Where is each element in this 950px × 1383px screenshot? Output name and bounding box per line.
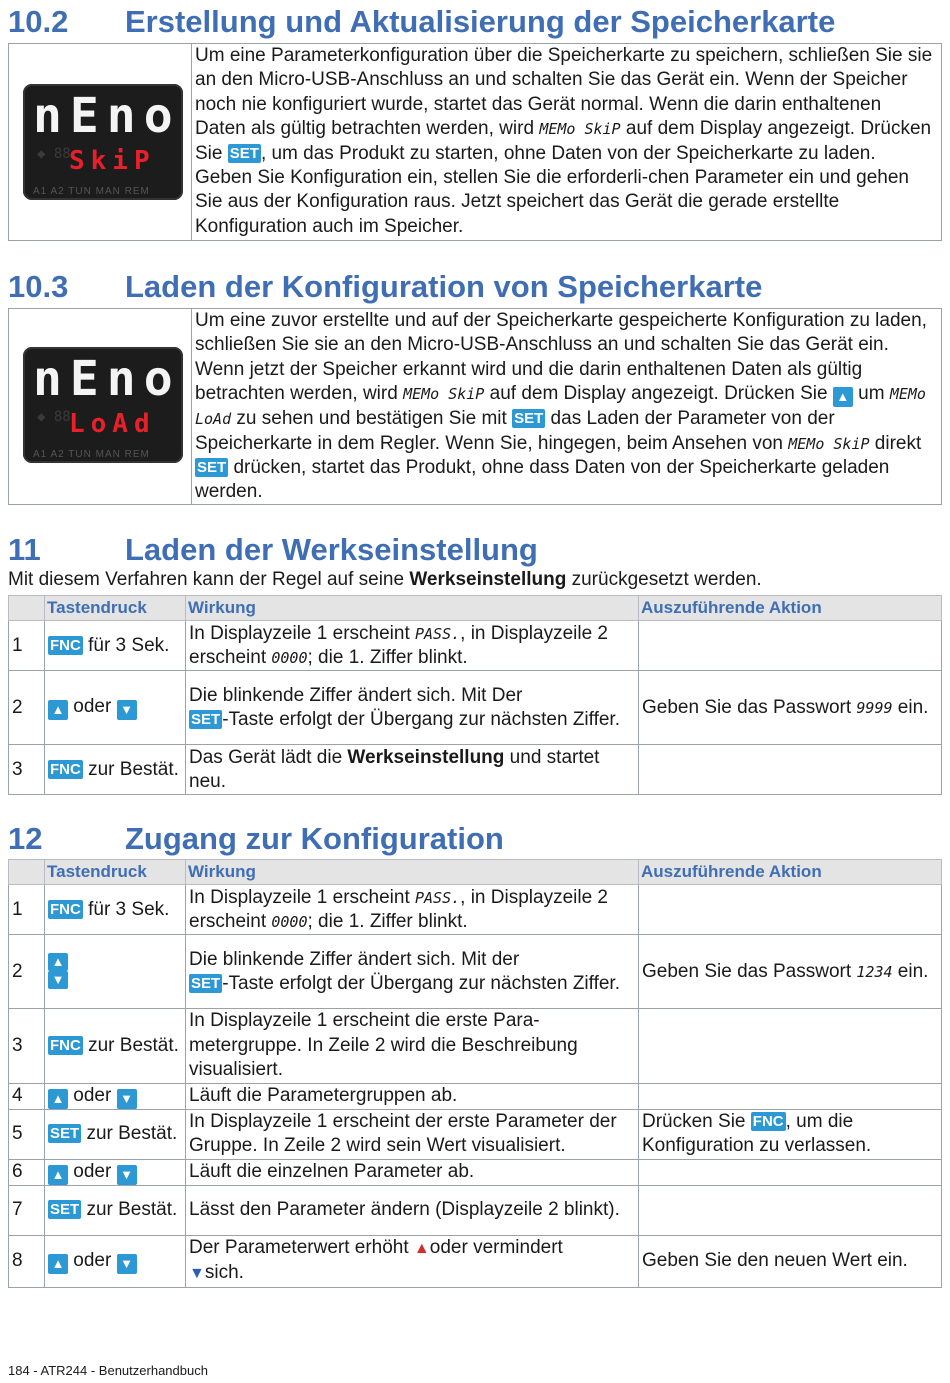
row-number: 7 [9,1185,45,1235]
section-number: 10.2 [8,4,69,39]
set-key-icon: SET [50,1124,80,1142]
text: oder vermindert [429,1236,563,1258]
up-down-arrows-icon [48,953,68,989]
key-cell [45,1185,186,1235]
section-title: Zugang zur Konfiguration [125,821,504,856]
table-row [9,1235,942,1287]
effect-cell [186,1235,639,1287]
set-key-icon: SET [197,459,227,477]
table-row [9,621,942,671]
fnc-key-icon: FNC [752,1112,784,1130]
row-number: 3 [9,745,45,795]
text: direkt [869,432,922,454]
segment-text: PASS. [415,888,461,907]
table-row [9,935,942,1009]
effect-cell: Läuft die Parametergruppen ab. [186,1083,639,1109]
section-title: Laden der Konfiguration von Speicherkarte [125,269,763,304]
section-number: 11 [8,532,41,567]
text: Um eine Parameterkonfiguration über die Speicherkarte zu speichern, schließen Sie sie an den Micro-USB-Anschluss an und schalten Sie das Gerät ein. Wenn der Speicher noch nie konfiguriert wurde, startet das Gerät normal. Wenn die darin enthaltenen Daten als gültig betrachten werden, wird [195,45,933,140]
key-cell [45,671,186,745]
text: Um eine zuvor erstellte und auf der Speicherkarte gespeicherte Konfiguration zu laden, schließen Sie sie an den Micro-USB-Anschluss an und schalten Sie das Gerät ein. Wenn jetzt der Speicher erkannt wird und die darin enthaltenen Daten als gültig betrachten werden, wird [195,310,927,405]
text: Geben Sie das Passwort [642,696,857,718]
key-cell [45,745,186,795]
segment-text: 0000 [271,648,308,667]
table-row [9,1109,942,1159]
set-key-icon: SET [191,710,221,728]
action-cell [639,745,942,795]
text: auf dem Display angezeigt. Drücken Sie [195,118,932,164]
set-key-icon: SET [50,1200,80,1218]
display-line-2: LoAd [69,409,156,439]
segment-text: 1234 [856,962,893,981]
effect-cell: Läuft die einzelnen Parameter ab. [186,1159,639,1185]
fnc-key-icon: FNC [50,1036,81,1054]
row-number: 6 [9,1159,45,1185]
display-line-2: SkiP [69,146,156,176]
display-labels: A1 A2 TUN MAN REM [33,186,150,197]
row-number: 5 [9,1109,45,1159]
text: In Displayzeile 1 erscheint [189,622,415,644]
action-cell [639,1083,942,1109]
heading-10-2 [8,4,835,40]
text: Das Gerät lädt die [189,746,348,768]
action-cell [639,621,942,671]
row-number: 3 [9,1009,45,1083]
text: , in Displayzeile 2 erscheint [189,886,608,932]
memo-skip-box [8,43,942,241]
text: für 3 Sek. [82,898,170,920]
table-header-row [9,860,942,885]
decrease-arrow-icon: ▼ [189,1265,205,1283]
key-cell [45,1109,186,1159]
display-image-cell [9,44,192,240]
text: ; die 1. Ziffer blinkt. [307,646,468,668]
segment-text: MEMo LoAd [195,385,926,429]
header-effect: Wirkung [186,596,639,621]
text: zurückgesetzt werden. [566,569,762,590]
header-effect: Wirkung [186,860,639,885]
set-key-icon: SET [514,410,544,428]
text: -Taste erfolgt der Übergang zur nächsten Ziffer. [222,972,620,994]
section-title: Erstellung und Aktualisierung der Speicherkarte [125,4,836,39]
row-number: 1 [9,621,45,671]
text: , um die Konfiguration zu verlassen. [642,1110,872,1157]
table-row [9,885,942,935]
table-row [9,671,942,745]
table-row [9,1159,942,1185]
row-number: 8 [9,1235,45,1287]
header-empty [9,860,45,885]
heading-10-3 [8,269,762,305]
text: zu sehen und bestätigen Sie mit [231,408,513,430]
memo-load-text [195,309,937,505]
table-row [9,745,942,795]
set-key-icon: SET [191,974,221,992]
table-header-row [9,596,942,621]
key-cell [45,935,186,1009]
section-number: 12 [8,821,43,856]
increase-arrow-icon: ▲ [413,1239,430,1257]
text: ein. [892,696,929,718]
fnc-key-icon: FNC [50,900,81,918]
action-cell [639,1109,942,1159]
row-number: 4 [9,1083,45,1109]
segment-text: MEMo SkiP [788,434,870,453]
text: In Displayzeile 1 erscheint [189,886,415,908]
segment-text: 9999 [856,698,893,717]
up-arrow-icon: ▲ [48,953,68,971]
text: , in Displayzeile 2 erscheint [189,622,608,668]
factory-reset-intro [8,569,762,591]
up-arrow-icon: ▲ [48,1089,68,1109]
down-arrow-icon: ▼ [117,1089,137,1109]
action-cell [639,671,942,745]
effect-cell [186,745,639,795]
text: Die blinkende Ziffer ändert sich. Mit der [189,948,520,970]
action-cell: Geben Sie den neuen Wert ein. [639,1235,942,1287]
fnc-key-icon: FNC [50,636,81,654]
bold-text: Werkseinstellung [409,569,567,590]
heading-11 [8,532,538,568]
key-cell [45,885,186,935]
text: Drücken Sie [642,1110,751,1132]
action-cell [639,935,942,1009]
action-cell [639,1009,942,1083]
memo-load-box [8,308,942,505]
text: das Laden der Parameter von der Speicherkarte in dem Regler. Wenn Sie, hingegen, beim Ansehen von [195,408,835,454]
display-ghost-digits: ◆ 88 [37,146,71,162]
text: Die blinkende Ziffer ändert sich. Mit Der [189,684,523,706]
memo-skip-display [23,84,183,200]
header-action: Auszuführende Aktion [639,860,942,885]
section-number: 10.3 [8,269,69,304]
display-image-cell [9,309,192,504]
factory-reset-table [8,595,942,795]
table-row [9,1083,942,1109]
up-arrow-icon: ▲ [48,700,68,720]
header-action: Auszuführende Aktion [639,596,942,621]
display-ghost-digits: ◆ 88 [37,409,71,425]
display-line-1: nEno [33,88,181,144]
segment-text: 0000 [271,912,308,931]
down-arrow-icon: ▼ [117,1165,137,1185]
text: -Taste erfolgt der Übergang zur nächsten Ziffer. [222,708,620,730]
memo-load-display [23,347,183,463]
action-cell [639,1159,942,1185]
action-cell [639,885,942,935]
effect-cell: In Displayzeile 1 erscheint die erste Para-metergruppe. In Zeile 2 wird die Beschreibung visualisiert. [186,1009,639,1083]
text: und startet neu. [189,746,600,792]
effect-cell [186,621,639,671]
key-cell [45,1235,186,1287]
set-key-icon: SET [229,144,259,162]
table-row [9,1009,942,1083]
up-arrow-icon: ▲ [48,1165,68,1185]
effect-cell: Lässt den Parameter ändern (Displayzeile 2 blinkt). [186,1185,639,1235]
memo-skip-text [195,44,937,239]
text: , um das Produkt zu starten, ohne Daten von der Speicherkarte zu laden. Geben Sie Konfiguration ein, stellen Sie die erforderli-chen Parameter ein und gehen Sie aus der Konfiguration raus. Jetzt speichert das Gerät die gerade erstellte Konfiguration auch im Speicher. [195,142,910,237]
down-arrow-icon: ▼ [117,1254,137,1274]
text: um [852,383,890,405]
text: oder [68,696,117,718]
down-arrow-icon: ▼ [117,700,137,720]
text: auf dem Display angezeigt. Drücken Sie [484,383,833,405]
text: drücken, startet das Produkt, ohne dass Daten von der Speicherkarte geladen werden. [195,457,890,503]
header-key: Tastendruck [45,596,186,621]
row-number: 1 [9,885,45,935]
key-cell [45,1009,186,1083]
effect-cell [186,935,639,1009]
key-cell [45,621,186,671]
heading-12 [8,821,504,857]
text: zur Bestät. [81,1198,178,1220]
segment-text: MEMo SkiP [403,385,485,404]
action-cell [639,1185,942,1235]
text: ein. [892,960,929,982]
header-key: Tastendruck [45,860,186,885]
text: sich. [204,1262,244,1284]
display-labels: A1 A2 TUN MAN REM [33,449,150,460]
text: zur Bestät. [81,1122,178,1144]
text: ; die 1. Ziffer blinkt. [307,910,468,932]
segment-text: MEMo SkiP [539,120,621,139]
display-line-1: nEno [33,351,181,407]
key-cell [45,1159,186,1185]
text: für 3 Sek. [82,634,170,656]
text: Der Parameterwert erhöht [189,1236,414,1258]
up-arrow-icon: ▲ [833,387,853,407]
text: Mit diesem Verfahren kann der Regel auf seine [8,569,410,590]
page-footer: 184 - ATR244 - Benutzerhandbuch [8,1363,208,1378]
text: oder [68,1249,117,1271]
text: oder [68,1160,117,1182]
bold-text: Werkseinstellung [347,746,505,768]
row-number: 2 [9,935,45,1009]
key-cell [45,1083,186,1109]
text: Geben Sie das Passwort [642,960,857,982]
effect-cell [186,885,639,935]
section-title: Laden der Werkseinstellung [125,532,538,567]
down-arrow-icon: ▼ [48,971,68,989]
text: zur Bestät. [82,758,179,780]
header-empty [9,596,45,621]
segment-text: PASS. [415,624,461,643]
text: zur Bestät. [82,1034,179,1056]
configuration-access-table [8,859,942,1288]
effect-cell [186,671,639,745]
fnc-key-icon: FNC [50,760,81,778]
text: oder [68,1084,117,1106]
effect-cell: In Displayzeile 1 erscheint der erste Parameter der Gruppe. In Zeile 2 wird sein Wert visualisiert. [186,1109,639,1159]
row-number: 2 [9,671,45,745]
table-row [9,1185,942,1235]
up-arrow-icon: ▲ [48,1254,68,1274]
